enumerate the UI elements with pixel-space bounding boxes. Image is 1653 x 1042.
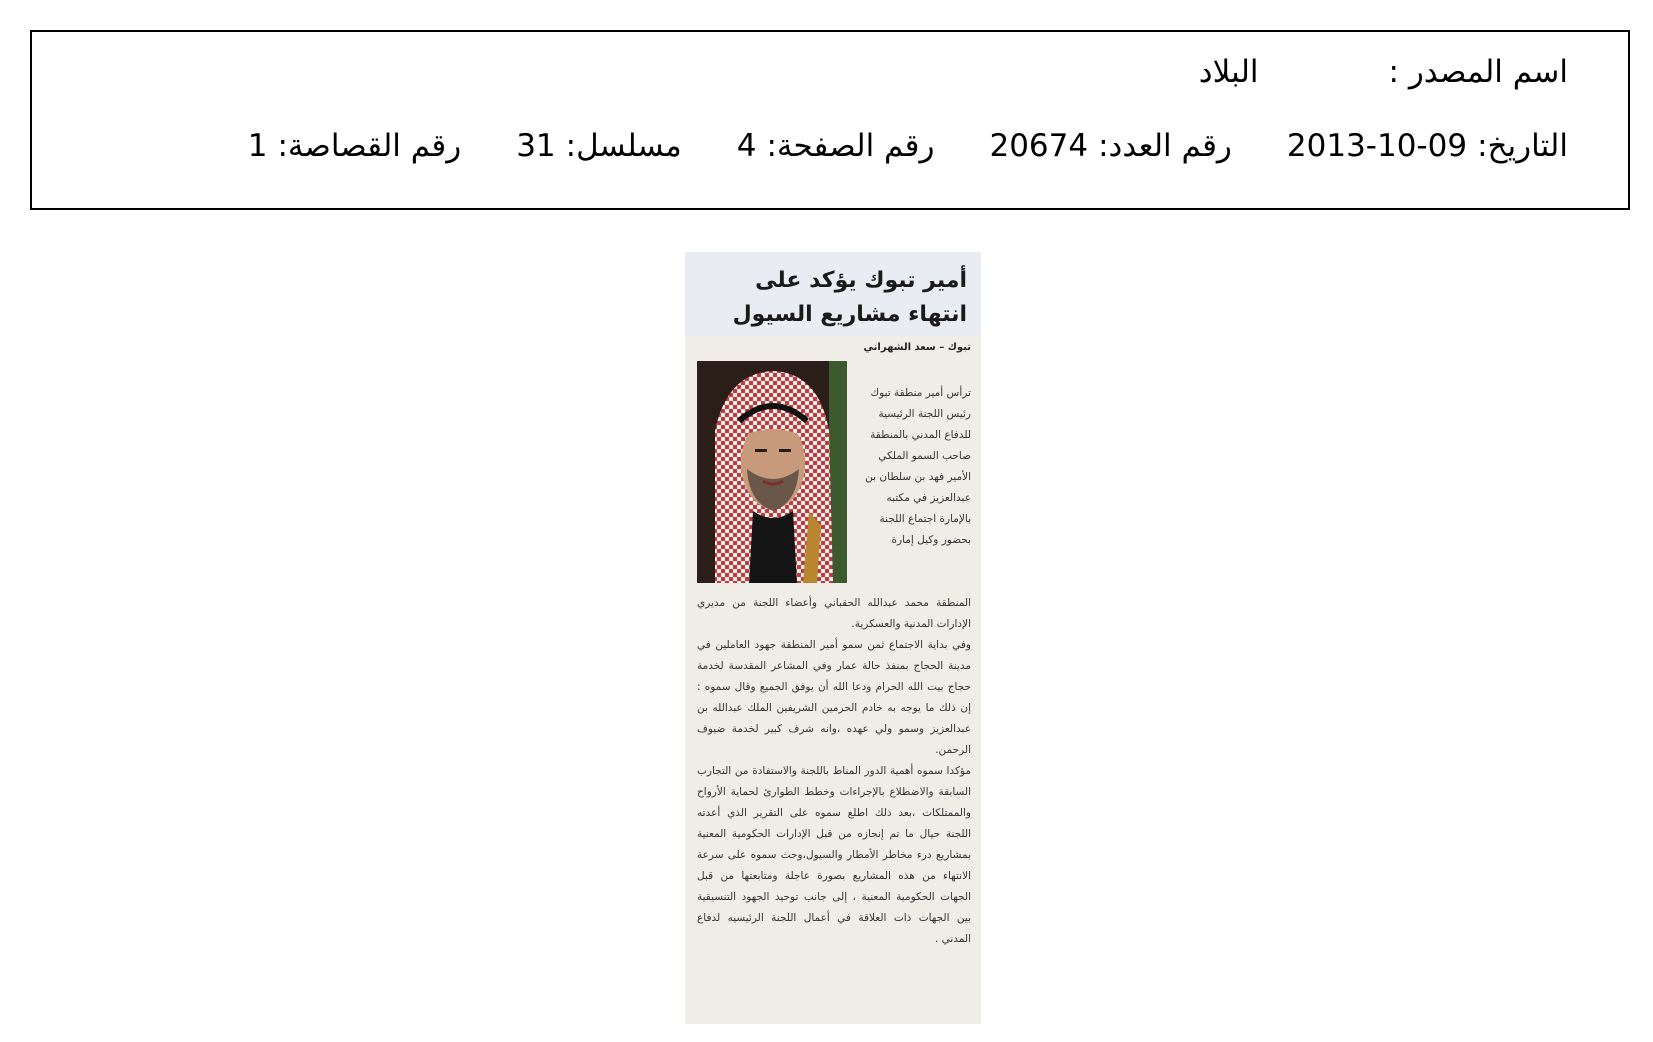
article-column-text: ترأس أمير منطقة تبوك رئيس اللجنة الرئيسية للدفاع المدني بالمنطقة صاحب السمو الملكي الأمير فهد بن سلطان بن عبدالعزيز في مكتبه بالإمارة اجتماع اللجنة بحضور وكيل إمارة (865, 387, 971, 546)
article-paragraph: المنطقة محمد عبدالله الحقباني وأعضاء اللجنة من مديري الإدارات المدنية والعسكرية. (697, 597, 971, 630)
date-label: التاريخ: (1477, 128, 1568, 164)
source-row (1199, 54, 1568, 90)
portrait-illustration (697, 361, 847, 583)
article-paragraph: وفي بداية الاجتماع ثمن سمو أمير المنطقة جهود العاملين في مدينة الحجاج بمنفذ حالة عمار وفي المشاعر المقدسة لخدمة حجاج بيت الله الحرام ودعا الله أن يوفق الجميع وقال سموه : إن ذلك ما يوجه به خادم الحرمين الشريفين الملك عبدالله بن عبدالعزيز وسمو ولي عهده ،وانه شرف كبير لخدمة ضيوف الرحمن. (697, 639, 971, 756)
news-clipping (685, 252, 981, 1024)
article-body (697, 593, 971, 950)
article-top-area (697, 361, 971, 593)
article-byline: تبوك – سعد الشهراني (863, 342, 971, 353)
issue-label: رقم العدد: (1098, 128, 1232, 164)
clip-field (248, 128, 461, 164)
portrait-photo (697, 361, 847, 583)
headline-band (685, 252, 981, 336)
clip-value: 1 (247, 128, 268, 164)
page-value: 4 (736, 128, 757, 164)
serial-field (516, 128, 682, 164)
clip-label: رقم القصاصة: (277, 128, 462, 164)
page-label: رقم الصفحة: (766, 128, 935, 164)
serial-label: مسلسل: (565, 128, 682, 164)
date-value: 2013-10-09 (1286, 128, 1468, 164)
details-row (248, 128, 1568, 164)
article-headline: أمير تبوك يؤكد على انتهاء مشاريع السيول (732, 268, 967, 327)
date-field (1287, 128, 1568, 164)
serial-value: 31 (516, 128, 556, 164)
article-paragraph: مؤكدا سموه أهمية الدور المناط باللجنة والاستفادة من التجارب السابقة والاضطلاع بالإجراءات وخطط الطوارئ لحماية الأرواح والممتلكات ،بعد ذلك اطلع سموه على التقرير الذي أعدته اللجنة حيال ما تم إنجازه من قبل الإدارات الحكومية المعنية بمشاريع درء مخاطر الأمطار والسيول،وحث سموه على سرعة الانتهاء من هذه المشاريع بصورة عاجلة ومتابعتها من قبل الجهات الحكومية المعنية ، إلى جانب توحيد الجهود التنسيقية بين الجهات ذات العلاقة في أعمال اللجنة الرئيسيه لدفاع المدني . (697, 765, 971, 945)
source-label: اسم المصدر : (1388, 54, 1568, 90)
issue-value: 20674 (989, 128, 1089, 164)
page-field (737, 128, 935, 164)
metadata-box (30, 30, 1630, 210)
source-value: البلاد (1198, 54, 1259, 90)
issue-field (989, 128, 1231, 164)
